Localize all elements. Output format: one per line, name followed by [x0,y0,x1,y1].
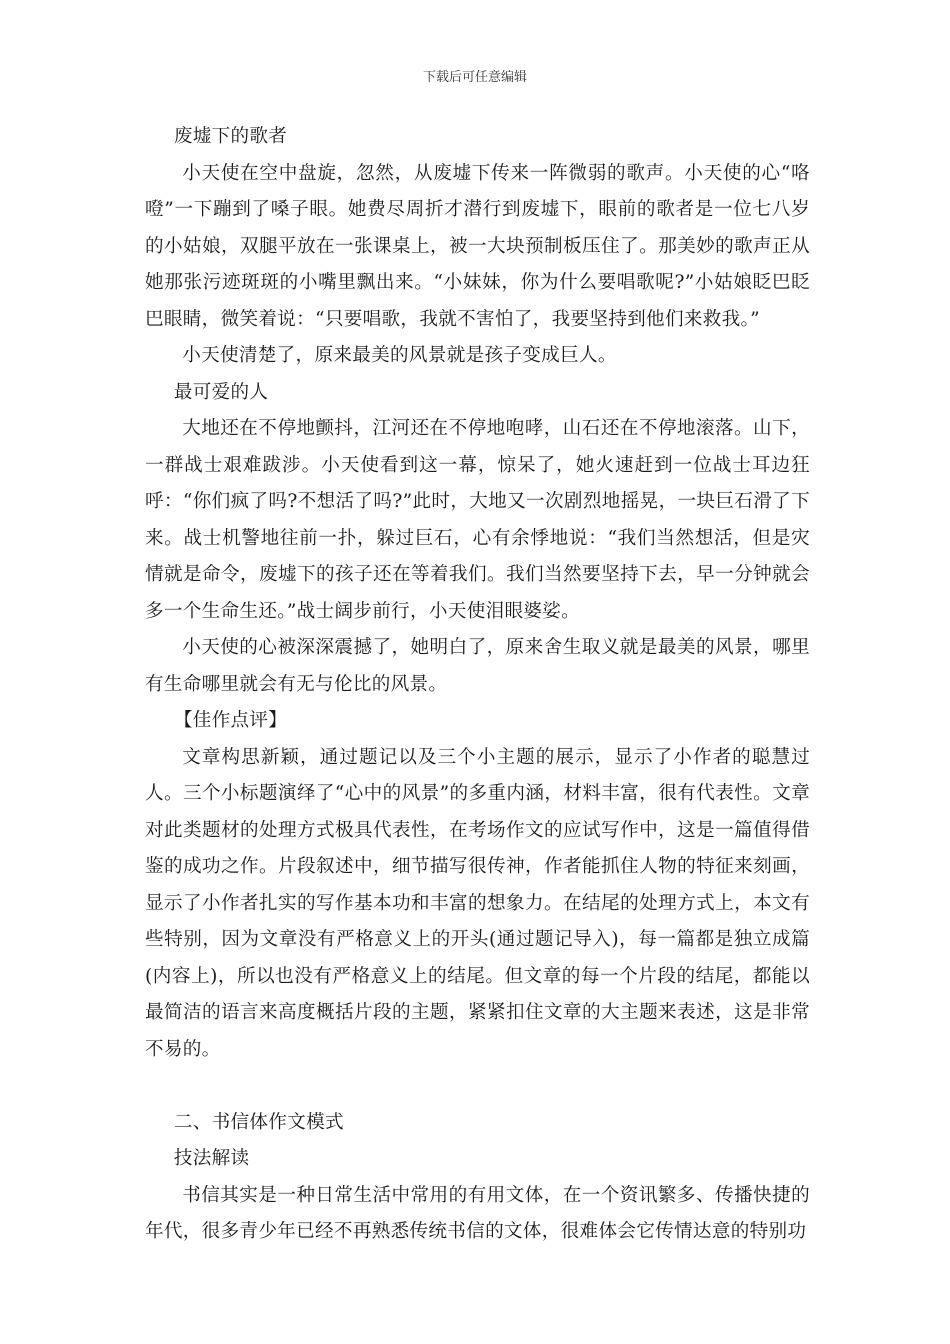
document-body [145,119,810,1251]
paragraph: 书信其实是一种日常生活中常用的有用文体，在一个资讯繁多、传播快捷的年代，很多青少年已经不再熟悉传统书信的文体，很难体会它传情达意的特别功 [145,1184,810,1242]
page-header: 下载后可任意编辑 [422,70,527,85]
spacer [145,1068,810,1105]
section-title-loveliest-people: 最可爱的人 [173,381,269,403]
section-title-ruins-singer: 废墟下的歌者 [173,126,288,147]
review-paragraph: 文章构思新颖，通过题记以及三个小主题的展示，显示了小作者的聪慧过人。三个小标题演绎了“心中的风景”的多重内涵，材料丰富，很有代表性。文章对此类题材的处理方式极具代表性，在考场作文的应试写作中，这是一篇值得借鉴的成功之作。片段叙述中，细节描写很传神，作者能抓住人物的特征来刻画，显示了小作者扎实的写作基本功和丰富的想象力。在结尾的处理方式上，本文有些特别，因为文章没有严格意义上的开头(通过题记导入)，每一篇都是独立成篇(内容上)，所以也没有严格意义上的结尾。但文章的每一个片段的结尾，都能以最简洁的语言来高度概括片段的主题，紧紧扣住文章的大主题来表述，这是非常不易的。 [145,746,810,1060]
paragraph: 小天使在空中盘旋，忽然，从废墟下传来一阵微弱的歌声。小天使的心“咯噔”一下蹦到了嗓子眼。她费尽周折才潜行到废墟下，眼前的歌者是一位七八岁的小姑娘，双腿平放在一张课桌上，被一大块预制板压住了。那美妙的歌声正从她那张污迹斑斑的小嘴里飘出来。“小妹妹，你为什么要唱歌呢?”小姑娘眨巴眨巴眼睛，微笑着说：“只要唱歌，我就不害怕了，我要坚持到他们来救我。” [145,162,810,330]
paragraph: 小天使清楚了，原来最美的风景就是孩子变成巨人。 [182,345,617,366]
paragraph: 小天使的心被深深震撼了，她明白了，原来舍生取义就是最美的风景，哪里有生命哪里就会有无与伦比的风景。 [145,637,810,695]
subsection-title-technique: 技法解读 [173,1148,250,1169]
paragraph: 大地还在不停地颤抖，江河还在不停地咆哮，山石还在不停地滚落。山下，一群战士艰难跋涉。小天使看到这一幕，惊呆了，她火速赶到一位战士耳边狂呼：“你们疯了吗?不想活了吗?”此时，大地又一次剧烈地摇晃，一块巨石滑了下来。战士机警地往前一扑，躲过巨石，心有余悸地说：“我们当然想活，但是灾情就是命令，废墟下的孩子还在等着我们。我们当然要坚持下去，早一分钟就会多一个生命生还。”战士阔步前行，小天使泪眼婆娑。 [145,418,810,622]
review-title: 【佳作点评】 [173,710,288,731]
section-title-letter-style: 二、书信体作文模式 [173,1111,344,1133]
